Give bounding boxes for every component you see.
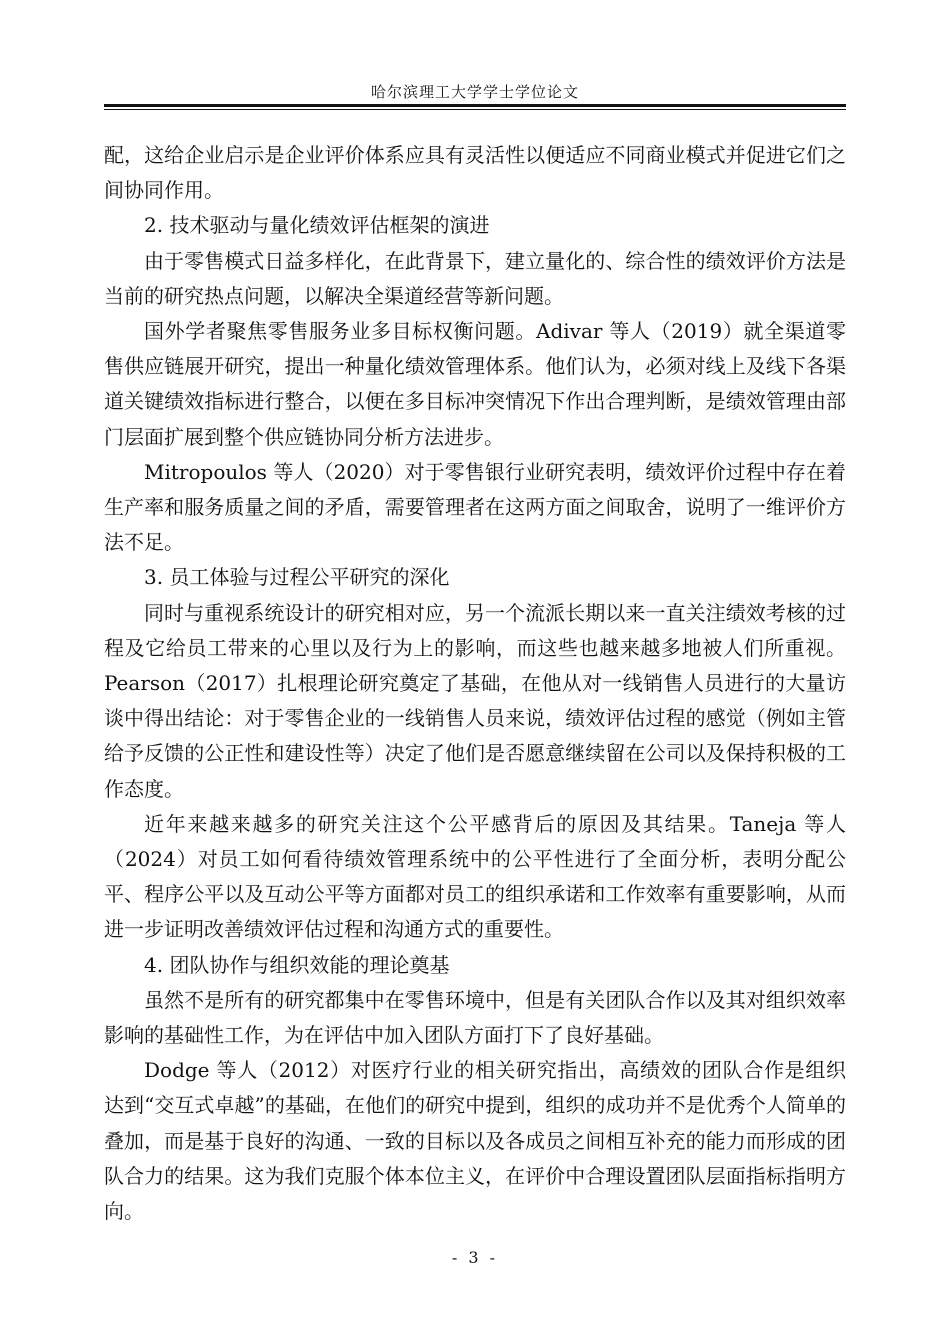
paragraph: Mitropoulos 等人（2020）对于零售银行业研究表明，绩效评价过程中存在着生产率和服务质量之间的矛盾，需要管理者在这两方面之间取舍，说明了一维评价方法不足。 — [104, 459, 846, 555]
paragraph-continuation: 配，这给企业启示是企业评价体系应具有灵活性以便适应不同商业模式并促进它们之间协同作用。 — [104, 143, 846, 203]
header-rule-thin — [104, 109, 846, 110]
page-number: - 3 - — [451, 1248, 499, 1267]
document-body — [104, 138, 846, 1229]
paragraph: 虽然不是所有的研究都集中在零售环境中，但是有关团队合作以及其对组织效率影响的基础性工作，为在评估中加入团队方面打下了良好基础。 — [104, 987, 846, 1048]
paragraph: 同时与重视系统设计的研究相对应，另一个流派长期以来一直关注绩效考核的过程及它给员工带来的心里以及行为上的影响，而这些也越来越多地被人们所重视。Pearson（2017）扎根理论研究奠定了基础，在他从对一线销售人员进行的大量访谈中得出结论：对于零售企业的一线销售人员来说，绩效评估过程的感觉（例如主管给予反馈的公正性和建设性等）决定了他们是否愿意继续留在公司以及保持积极的工作态度。 — [104, 600, 846, 801]
paragraph: 国外学者聚焦零售服务业多目标权衡问题。Adivar 等人（2019）就全渠道零售供应链展开研究，提出一种量化绩效管理体系。他们认为，必须对线上及线下各渠道关键绩效指标进行整合，以便在多目标冲突情况下作出合理判断，是绩效管理由部门层面扩展到整个供应链协同分析方法进步。 — [104, 319, 846, 449]
page-header: 哈尔滨理工大学学士学位论文 — [370, 83, 579, 101]
section-heading-2: 2. 技术驱动与量化绩效评估框架的演进 — [144, 213, 490, 238]
paragraph: 近年来越来越多的研究关注这个公平感背后的原因及其结果。Taneja 等人（2024）对员工如何看待绩效管理系统中的公平性进行了全面分析，表明分配公平、程序公平以及互动公平等方面都对员工的组织承诺和工作效率有重要影响，从而进一步证明改善绩效评估过程和沟通方式的重要性。 — [104, 811, 846, 942]
paragraph: 由于零售模式日益多样化，在此背景下，建立量化的、综合性的绩效评价方法是当前的研究热点问题，以解决全渠道经营等新问题。 — [104, 248, 846, 308]
section-heading-4: 4. 团队协作与组织效能的理论奠基 — [144, 952, 450, 977]
paragraph: Dodge 等人（2012）对医疗行业的相关研究指出，高绩效的团队合作是组织达到“交互式卓越”的基础，在他们的研究中提到，组织的成功并不是优秀个人简单的叠加，而是基于良好的沟通、一致的目标以及各成员之间相互补充的能力而形成的团队合力的结果。这为我们克服个体本位主义，在评价中合理设置团队层面指标指明方向。 — [104, 1058, 846, 1224]
header-rule-thick — [104, 104, 846, 107]
section-heading-3: 3. 员工体验与过程公平研究的深化 — [144, 565, 450, 590]
